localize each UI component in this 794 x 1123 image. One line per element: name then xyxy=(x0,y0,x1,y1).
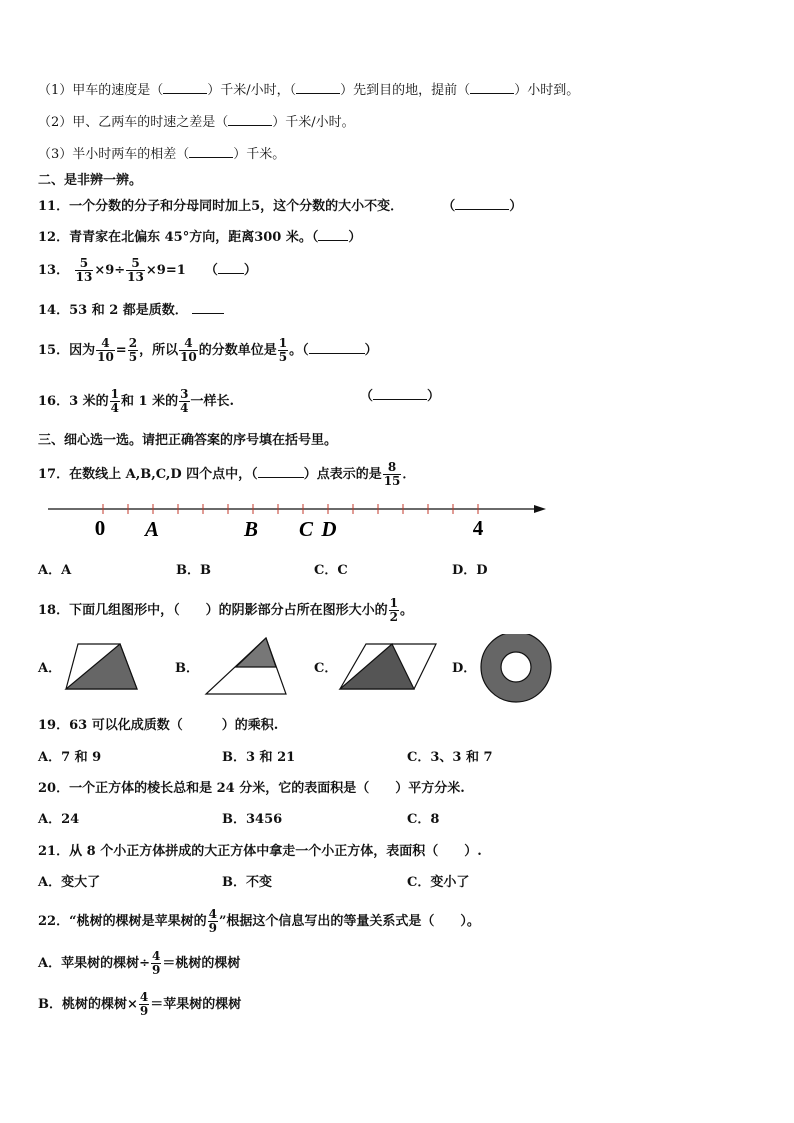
q12 xyxy=(38,229,361,247)
fraction-denominator: 9 xyxy=(139,1004,149,1018)
q15-close: ） xyxy=(364,343,378,358)
section-2-heading: 二、是非辨一辨。 xyxy=(38,173,143,188)
q18-option-b[interactable]: B． xyxy=(175,661,199,676)
fraction xyxy=(278,337,288,364)
q22a-prefix: A．苹果树的棵树÷ xyxy=(38,956,150,971)
fraction xyxy=(96,337,115,364)
q17-prefix: 17．在数线上 A,B,C,D 四个点中，（ xyxy=(38,467,258,482)
q15-mid2: 的分数单位是 xyxy=(198,343,277,358)
q22-prefix: 22．“桃树的棵树是苹果树的 xyxy=(38,914,207,929)
q10-part1-mid1: ）千米/小时，（ xyxy=(207,83,297,98)
q10-part1-suffix: ）小时到。 xyxy=(514,83,580,98)
answer-blank[interactable] xyxy=(296,93,340,94)
fraction-denominator: 5 xyxy=(278,350,288,364)
q16-prefix: 16．3 米的 xyxy=(38,394,109,409)
q10-part3-prefix: （3）半小时两车的相差（ xyxy=(38,147,190,162)
q15 xyxy=(38,337,378,364)
q20-option-b[interactable]: B．3456 xyxy=(222,812,283,827)
q22-suffix: ”根据这个信息写出的等量关系式是（ ）。 xyxy=(218,914,480,929)
q15-equals: = xyxy=(115,343,127,358)
fraction xyxy=(389,597,399,624)
q20: 20．一个正方体的棱长总和是 24 分米，它的表面积是（ ）平方分米. xyxy=(38,781,465,796)
q16-close: ） xyxy=(427,389,441,404)
fraction xyxy=(128,337,138,364)
number-line xyxy=(0,498,794,548)
tick-label-4: 4 xyxy=(472,516,484,540)
q20-option-c[interactable]: C．8 xyxy=(407,812,440,827)
q13-op1: ×9÷ xyxy=(94,263,126,278)
fraction xyxy=(139,991,149,1018)
q17-option-b[interactable]: B．B xyxy=(176,563,211,578)
q16-open: （ xyxy=(360,389,374,404)
q22b-prefix: B．桃树的棵树× xyxy=(38,997,138,1012)
fraction-denominator: 4 xyxy=(180,401,189,415)
figure-c-parallelogram xyxy=(340,644,436,689)
answer-blank[interactable] xyxy=(309,353,365,354)
fraction-numerator: 1 xyxy=(110,387,120,401)
q22-option-b[interactable] xyxy=(38,991,241,1018)
fraction-denominator: 13 xyxy=(75,270,93,284)
q21-option-a[interactable]: A．变大了 xyxy=(38,875,101,890)
figure-b-triangle xyxy=(206,638,286,694)
q13-open: （ xyxy=(204,263,218,278)
q10-part1-prefix: （1）甲车的速度是（ xyxy=(38,83,164,98)
point-label-c: C xyxy=(298,517,314,541)
fraction-numerator: 5 xyxy=(79,256,89,270)
figure-a-trapezoid xyxy=(66,644,137,689)
fraction-numerator: 4 xyxy=(139,990,149,1004)
section-3-heading: 三、细心选一选。请把正确答案的序号填在括号里。 xyxy=(38,433,338,448)
fraction-denominator: 10 xyxy=(97,350,114,364)
q18-suffix: 。 xyxy=(399,603,413,618)
answer-blank[interactable] xyxy=(189,157,233,158)
q22 xyxy=(38,908,480,935)
fraction-denominator: 2 xyxy=(389,610,398,624)
fraction-numerator: 1 xyxy=(389,596,398,610)
q18-prefix: 18．下面几组图形中，（ ）的阴影部分占所在图形大小的 xyxy=(38,603,388,618)
q17-mid: ）点表示的是 xyxy=(303,467,382,482)
q22a-suffix: ＝桃树的棵树 xyxy=(162,956,241,971)
fraction xyxy=(126,257,145,284)
q21-option-b[interactable]: B．不变 xyxy=(222,875,272,890)
q18-option-c[interactable]: C． xyxy=(314,661,338,676)
fraction-numerator: 4 xyxy=(208,907,217,921)
q20-option-a[interactable]: A．24 xyxy=(38,812,80,827)
fraction-numerator: 1 xyxy=(278,336,288,350)
q14 xyxy=(38,302,224,320)
point-label-a: A xyxy=(144,517,160,541)
q10-part2-prefix: （2）甲、乙两车的时速之差是（ xyxy=(38,115,229,130)
q12-text: 12．青青家在北偏东 45°方向，距离300 米。（ xyxy=(38,230,319,245)
q11-text: 11．一个分数的分子和分母同时加上5，这个分数的大小不变． xyxy=(38,199,404,214)
fraction-denominator: 9 xyxy=(151,963,161,977)
answer-blank[interactable] xyxy=(455,209,509,210)
q17-option-a[interactable]: A．A xyxy=(38,563,72,578)
q13-op2: ×9=1 xyxy=(145,263,186,278)
q13-close: ） xyxy=(243,263,257,278)
q14-text: 14．53 和 2 都是质数． xyxy=(38,303,188,318)
q11 xyxy=(38,198,522,216)
q16-answer xyxy=(360,388,440,406)
fraction-denominator: 9 xyxy=(208,921,217,935)
q10-part2-suffix: ）千米/小时。 xyxy=(272,115,355,130)
fraction-denominator: 10 xyxy=(180,350,197,364)
q19: 19．63 可以化成质数（ ）的乘积. xyxy=(38,718,279,733)
q10-part3 xyxy=(38,146,285,164)
q17 xyxy=(38,461,415,488)
q10-part1-mid2: ）先到目的地，提前（ xyxy=(340,83,471,98)
q12-close: ） xyxy=(348,230,362,245)
q21-option-c[interactable]: C．变小了 xyxy=(407,875,470,890)
fraction-numerator: 4 xyxy=(151,949,161,963)
tick-label-0: 0 xyxy=(94,516,106,540)
q17-option-d[interactable]: D．D xyxy=(452,563,488,578)
q16 xyxy=(38,388,234,415)
fraction xyxy=(383,461,402,488)
q16-suffix: 一样长. xyxy=(190,394,235,409)
fraction-denominator: 4 xyxy=(110,401,120,415)
point-label-b: B xyxy=(243,517,259,541)
fraction xyxy=(179,337,198,364)
q19-option-b[interactable]: B．3 和 21 xyxy=(222,750,296,765)
q19-option-c[interactable]: C．3、3 和 7 xyxy=(407,750,493,765)
fraction-numerator: 2 xyxy=(128,336,138,350)
q22b-suffix: ＝苹果树的棵树 xyxy=(150,997,242,1012)
fraction-denominator: 5 xyxy=(128,350,138,364)
answer-blank[interactable] xyxy=(318,240,348,241)
q10-part3-suffix: ）千米。 xyxy=(233,147,286,162)
answer-blank[interactable] xyxy=(228,125,272,126)
q13-number: 13． xyxy=(38,263,70,278)
fraction xyxy=(110,388,120,415)
q18-figures xyxy=(0,634,794,704)
q10-part2 xyxy=(38,114,355,132)
answer-blank[interactable] xyxy=(192,313,224,314)
q17-suffix: ． xyxy=(402,467,416,482)
q16-mid: 和 1 米的 xyxy=(121,394,179,409)
q15-suffix: 。（ xyxy=(289,343,309,358)
answer-blank[interactable] xyxy=(218,273,244,274)
fraction xyxy=(75,257,94,284)
q18 xyxy=(38,597,413,624)
fraction xyxy=(179,388,189,415)
fraction-numerator: 8 xyxy=(387,460,397,474)
q13 xyxy=(38,257,257,284)
fraction xyxy=(208,908,218,935)
q19-option-a[interactable]: A．7 和 9 xyxy=(38,750,102,765)
q21: 21．从 8 个小正方体拼成的大正方体中拿走一个小正方体，表面积（ ）. xyxy=(38,844,482,859)
point-label-d: D xyxy=(321,517,337,541)
fraction-numerator: 4 xyxy=(101,336,110,350)
q15-mid: ，所以 xyxy=(139,343,179,358)
fraction-numerator: 3 xyxy=(180,387,189,401)
answer-blank[interactable] xyxy=(258,477,304,478)
answer-blank[interactable] xyxy=(470,93,514,94)
answer-blank[interactable] xyxy=(373,399,427,400)
q10-part1 xyxy=(38,82,579,100)
q18-option-a[interactable]: A． xyxy=(38,661,62,676)
q15-prefix: 15．因为 xyxy=(38,343,96,358)
fraction xyxy=(151,950,161,977)
figure-d-ring xyxy=(481,634,551,702)
fraction-denominator: 15 xyxy=(383,474,401,488)
fraction-numerator: 4 xyxy=(184,336,193,350)
q17-option-c[interactable]: C．C xyxy=(314,563,348,578)
answer-blank[interactable] xyxy=(163,93,207,94)
fraction-denominator: 13 xyxy=(127,270,144,284)
fraction-numerator: 5 xyxy=(131,256,140,270)
q22-option-a[interactable] xyxy=(38,950,240,977)
q18-option-d[interactable]: D． xyxy=(452,661,477,676)
q11-close: ） xyxy=(509,199,523,214)
q11-open: （ xyxy=(442,199,456,214)
